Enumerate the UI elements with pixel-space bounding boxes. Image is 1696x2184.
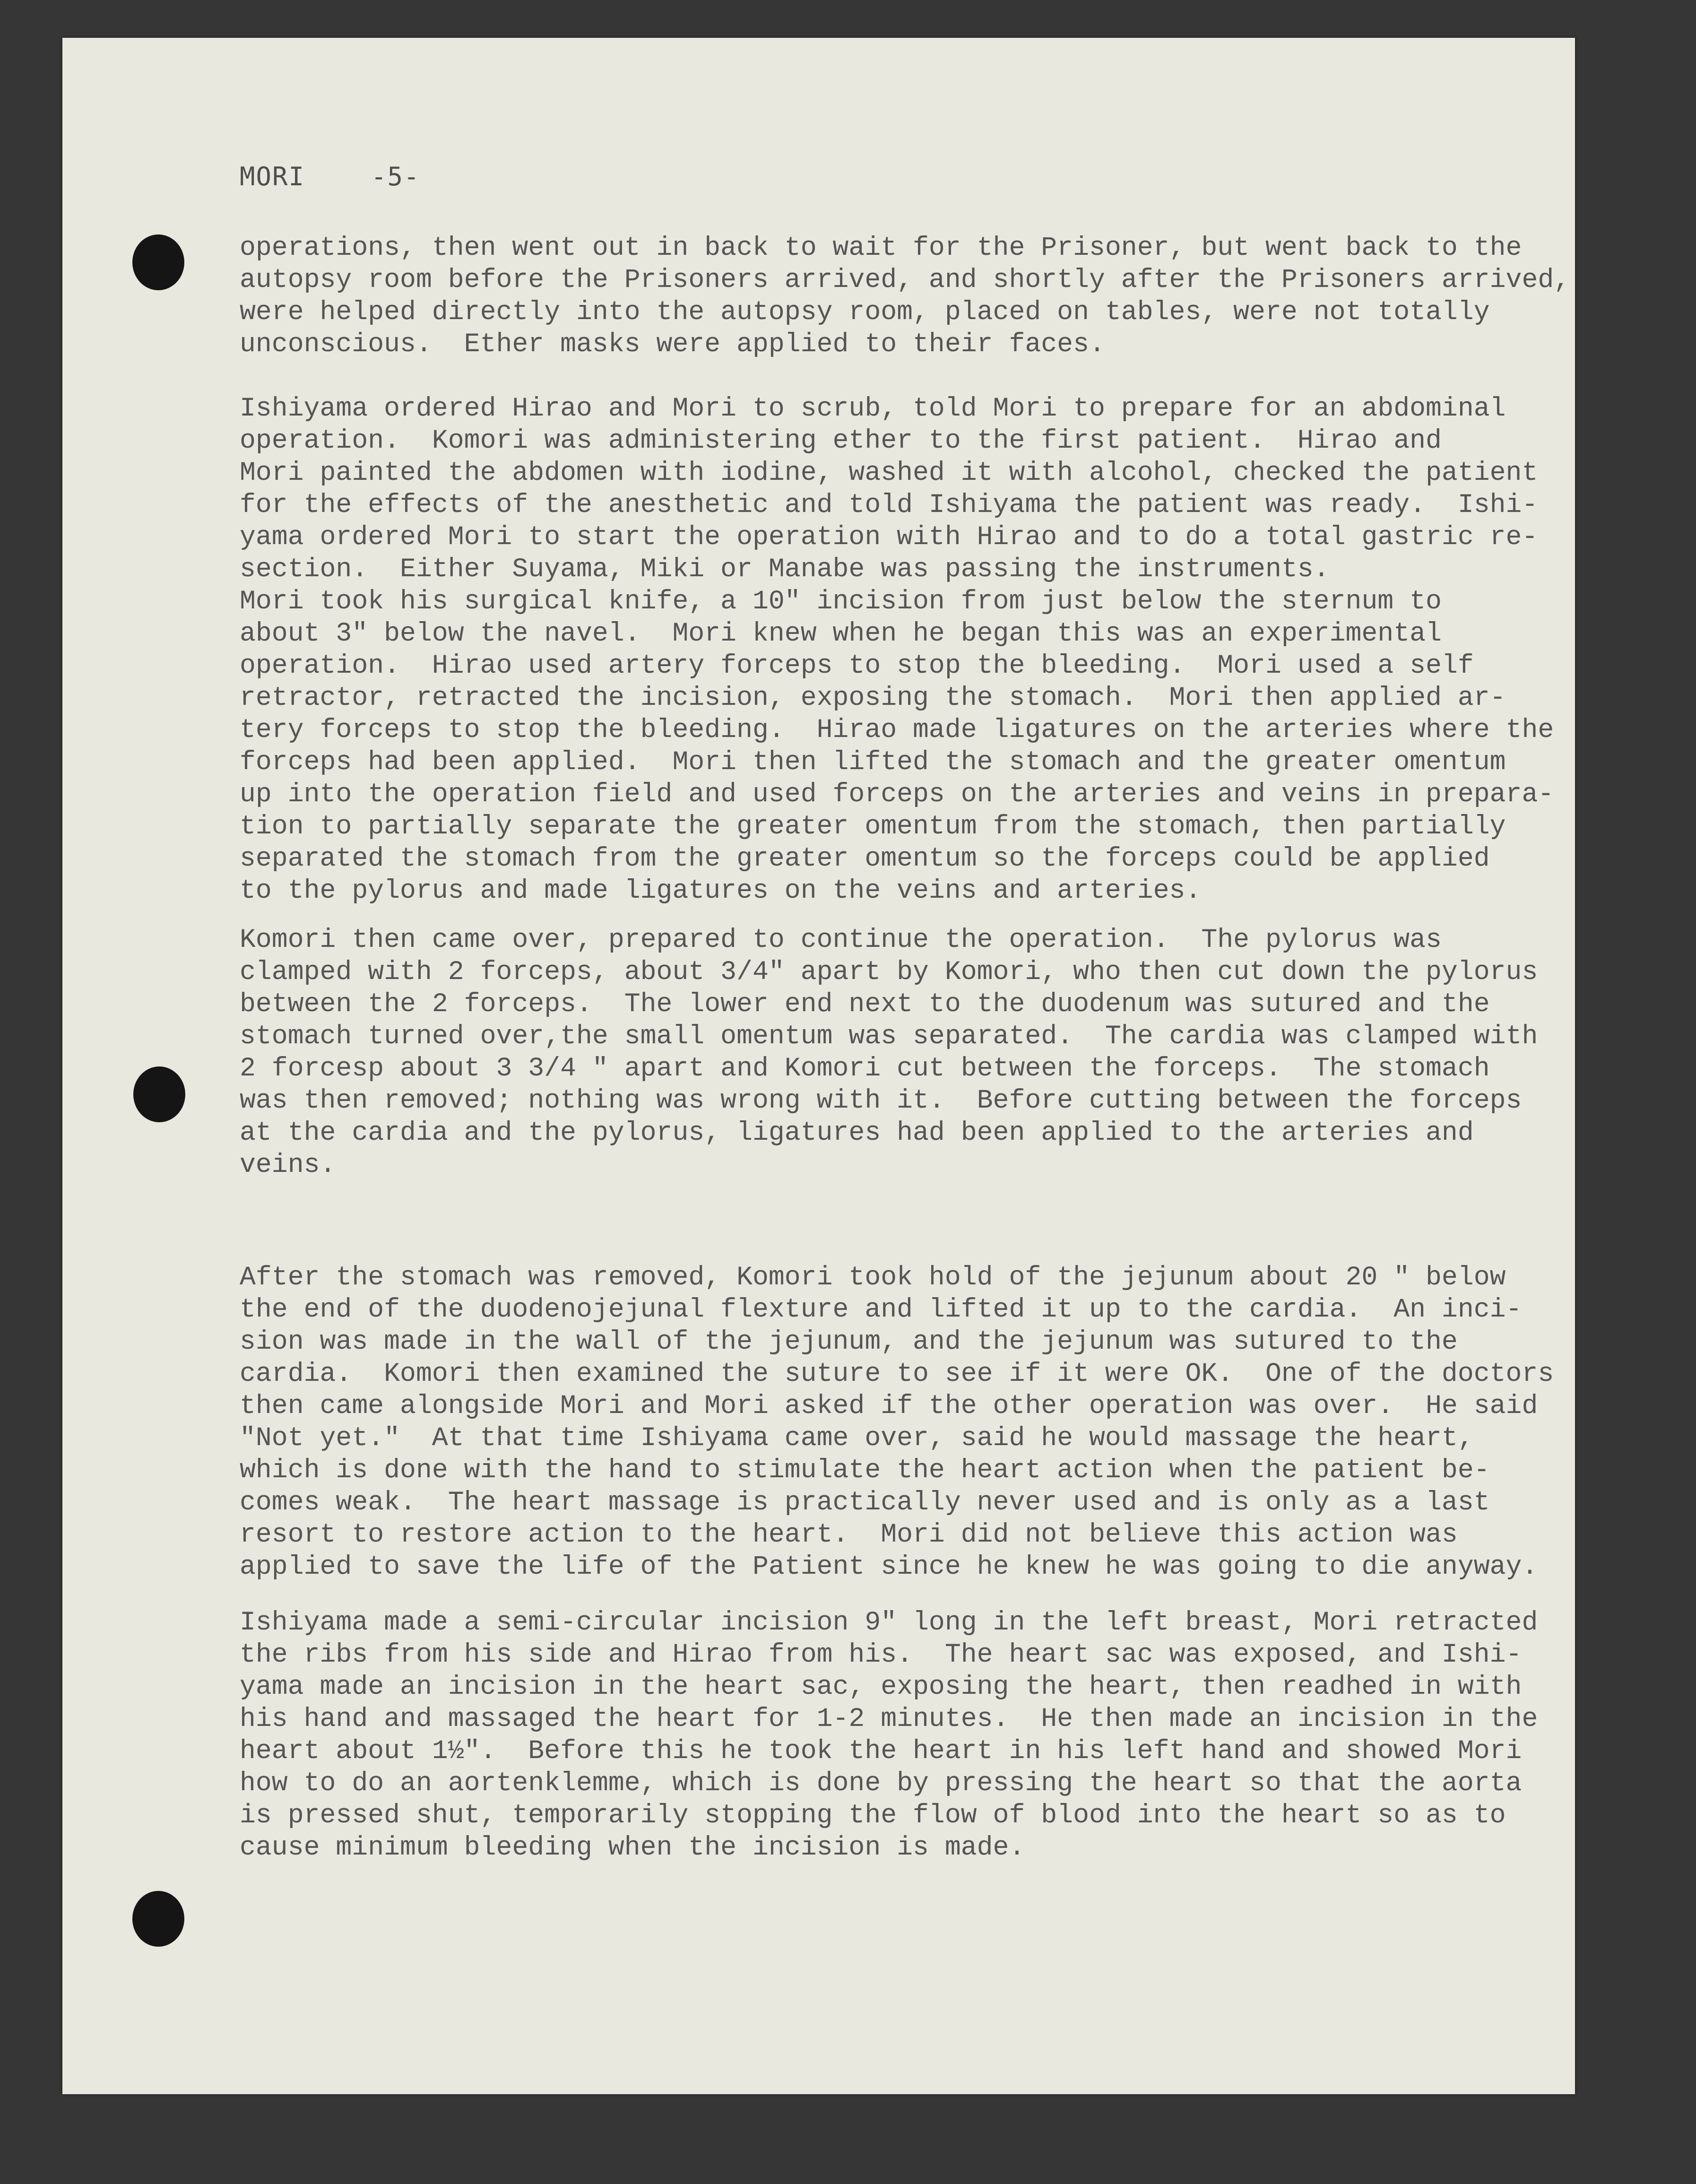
text-line: applied to save the life of the Patient since he knew he was going to die anyway. (240, 1551, 1538, 1582)
text-line: cardia. Komori then examined the suture to see if it were OK. One of the doctors (240, 1359, 1554, 1389)
text-line: unconscious. Ether masks were applied to their faces. (240, 329, 1105, 359)
text-line: stomach turned over,the small omentum was separated. The cardia was clamped with (240, 1021, 1538, 1051)
punch-hole (132, 1891, 184, 1947)
text-line: at the cardia and the pylorus, ligatures had been applied to the arteries and (240, 1118, 1474, 1148)
text-line: "Not yet." At that time Ishiyama came over, said he would massage the heart, (240, 1423, 1474, 1453)
text-line: about 3" below the navel. Mori knew when he began this was an experimental (240, 618, 1442, 649)
text-line: to the pylorus and made ligatures on the veins and arteries. (240, 875, 1202, 906)
text-line: clamped with 2 forceps, about 3/4" apart by Komori, who then cut down the pylorus (240, 957, 1538, 987)
text-line: the ribs from his side and Hirao from his. The heart sac was exposed, and Ishi- (240, 1639, 1522, 1670)
text-line: yama made an incision in the heart sac, exposing the heart, then readhed in with (240, 1672, 1522, 1702)
text-line: Ishiyama ordered Hirao and Mori to scrub, told Mori to prepare for an abdominal (240, 393, 1506, 424)
text-line: veins. (240, 1150, 336, 1180)
text-line: tery forceps to stop the bleeding. Hirao made ligatures on the arteries where the (240, 715, 1554, 745)
text-line: retractor, retracted the incision, exposing the stomach. Mori then applied ar- (240, 683, 1506, 713)
paragraph (240, 924, 1573, 1181)
paragraph (240, 232, 1573, 360)
text-line: sion was made in the wall of the jejunum, and the jejunum was sutured to the (240, 1326, 1458, 1357)
text-line: tion to partially separate the greater omentum from the stomach, then partially (240, 811, 1506, 841)
text-line: section. Either Suyama, Miki or Manabe was passing the instruments. (240, 554, 1330, 584)
text-line: between the 2 forceps. The lower end next to the duodenum was sutured and the (240, 989, 1490, 1019)
text-line: Ishiyama made a semi-circular incision 9" long in the left breast, Mori retracted (240, 1607, 1538, 1638)
paragraph (240, 392, 1573, 585)
text-line: operations, then went out in back to wait for the Prisoner, but went back to the (240, 233, 1522, 263)
text-line: then came alongside Mori and Mori asked if the other operation was over. He said (240, 1391, 1538, 1421)
text-line: how to do an aortenklemme, which is done by pressing the heart so that the aorta (240, 1768, 1522, 1798)
text-line: separated the stomach from the greater omentum so the forceps could be applied (240, 843, 1490, 874)
punch-hole (133, 1066, 185, 1122)
text-line: is pressed shut, temporarily stopping the flow of blood into the heart so as to (240, 1800, 1506, 1830)
text-line: forceps had been applied. Mori then lifted the stomach and the greater omentum (240, 747, 1506, 777)
text-line: Mori painted the abdomen with iodine, washed it with alcohol, checked the patient (240, 458, 1538, 488)
paragraph (240, 1606, 1573, 1863)
text-line: resort to restore action to the heart. Mori did not believe this action was (240, 1519, 1458, 1550)
page-header (240, 162, 420, 191)
text-line: the end of the duodenojejunal flexture and lifted it up to the cardia. An inci- (240, 1294, 1522, 1325)
text-line: was then removed; nothing was wrong with it. Before cutting between the forceps (240, 1085, 1522, 1116)
text-line: Mori took his surgical knife, a 10" incision from just below the sternum to (240, 586, 1442, 616)
text-line: for the effects of the anesthetic and told Ishiyama the patient was ready. Ishi- (240, 490, 1538, 520)
paragraph (240, 585, 1573, 907)
paragraph (240, 1261, 1573, 1583)
page-number: -5- (371, 162, 420, 191)
text-line: up into the operation field and used forceps on the arteries and veins in prepara- (240, 779, 1554, 809)
text-line: heart about 1½". Before this he took the heart in his left hand and showed Mori (240, 1736, 1522, 1766)
text-line: which is done with the hand to stimulate the heart action when the patient be- (240, 1455, 1490, 1485)
text-line: Komori then came over, prepared to continue the operation. The pylorus was (240, 925, 1442, 955)
typed-page (62, 38, 1575, 2094)
punch-hole (132, 234, 184, 290)
text-line: cause minimum bleeding when the incision is made. (240, 1832, 1025, 1863)
text-line: operation. Komori was administering ether to the first patient. Hirao and (240, 425, 1442, 456)
text-line: comes weak. The heart massage is practically never used and is only as a last (240, 1487, 1490, 1517)
text-line: operation. Hirao used artery forceps to stop the bleeding. Mori used a self (240, 650, 1474, 681)
text-line: were helped directly into the autopsy room, placed on tables, were not totally (240, 297, 1490, 327)
text-line: his hand and massaged the heart for 1-2 minutes. He then made an incision in the (240, 1704, 1538, 1734)
text-line: After the stomach was removed, Komori took hold of the jejunum about 20 " below (240, 1262, 1506, 1292)
header-name: MORI (240, 162, 305, 191)
text-line: autopsy room before the Prisoners arrived, and shortly after the Prisoners arrived, (240, 265, 1570, 295)
text-line: yama ordered Mori to start the operation with Hirao and to do a total gastric re- (240, 522, 1538, 552)
text-line: 2 forcesp about 3 3/4 " apart and Komori cut between the forceps. The stomach (240, 1053, 1490, 1083)
